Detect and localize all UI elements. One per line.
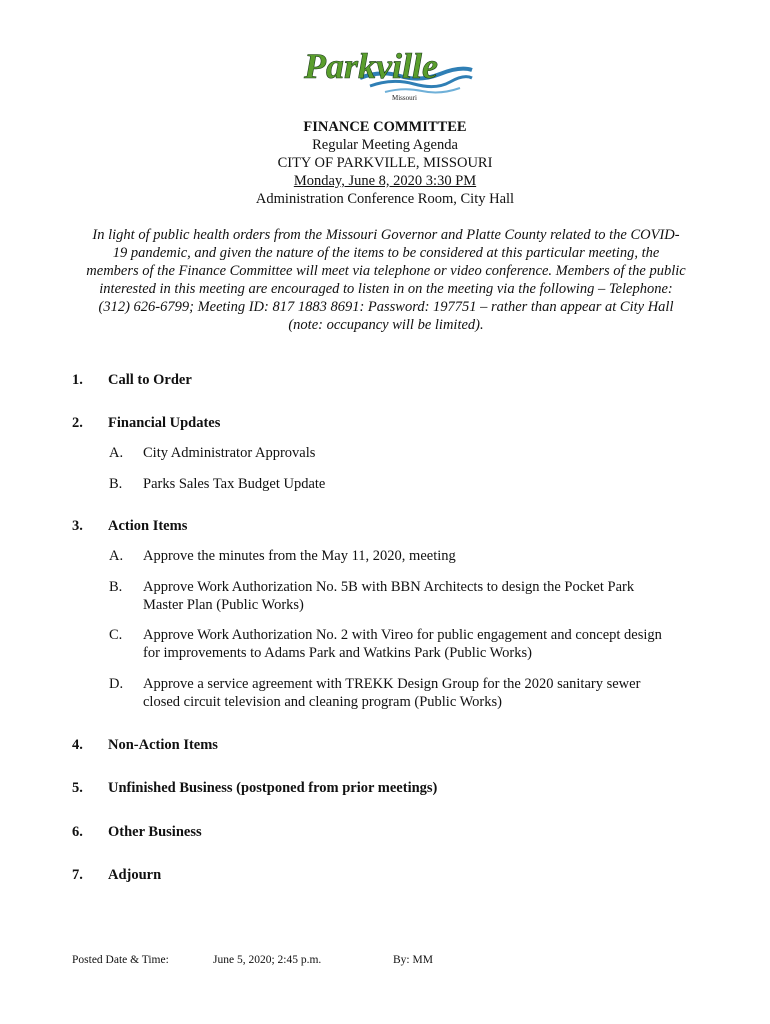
sub-item-text: Approve the minutes from the May 11, 2020, meeting — [143, 548, 456, 564]
sub-item-letter: D. — [109, 676, 124, 692]
item-label: Unfinished Business (postponed from prior meetings) — [108, 780, 438, 796]
sub-item-line: for improvements to Adams Park and Watkins Park (Public Works) — [143, 645, 532, 661]
notice-line: In light of public health orders from the Missouri Governor and Platte County related to the COVID- — [92, 227, 680, 243]
city-name: CITY OF PARKVILLE, MISSOURI — [277, 155, 493, 171]
sub-item-line: Approve Work Authorization No. 5B with BBN Architects to design the Pocket Park — [143, 579, 635, 595]
item-label: Action Items — [108, 518, 188, 534]
meeting-location: Administration Conference Room, City Hall — [255, 191, 515, 207]
agenda-subtitle: Regular Meeting Agenda — [312, 137, 458, 153]
notice-line: 19 pandemic, and given the nature of the items to be considered at this particular meeting, the — [112, 245, 660, 261]
item-label: Call to Order — [108, 372, 192, 388]
item-label: Non-Action Items — [108, 737, 218, 753]
sub-item-line: closed circuit television and cleaning program (Public Works) — [143, 694, 502, 710]
agenda-header — [0, 118, 770, 208]
sub-item-text — [143, 578, 703, 614]
item-number: 2. — [72, 415, 83, 431]
committee-title: FINANCE COMMITTEE — [303, 119, 467, 135]
agenda-item-financial-updates — [72, 414, 220, 432]
sub-item-text — [143, 675, 703, 711]
item-number: 3. — [72, 518, 83, 534]
covid-notice — [66, 226, 706, 334]
posted-by: By: MM — [393, 954, 433, 966]
agenda-item-unfinished-business — [72, 779, 437, 797]
sub-item-letter: A. — [109, 445, 124, 461]
agenda-item-call-to-order — [72, 371, 192, 389]
meeting-date: Monday, June 8, 2020 3:30 PM — [293, 173, 477, 189]
agenda-item-non-action-items — [72, 736, 218, 754]
item-number: 6. — [72, 824, 83, 840]
sub-item-line: Master Plan (Public Works) — [143, 597, 304, 613]
notice-line: interested in this meeting are encouraged to listen in on the meeting via the following – Telephone: — [99, 281, 673, 297]
notice-line: members of the Finance Committee will meet via telephone or video conference. Members of the public — [86, 263, 686, 279]
item-number: 7. — [72, 867, 83, 883]
sub-item-letter: B. — [109, 476, 123, 492]
item-number: 1. — [72, 372, 83, 388]
sub-item-text — [143, 626, 703, 662]
notice-line: (note: occupancy will be limited). — [288, 317, 484, 333]
item-number: 4. — [72, 737, 83, 753]
posted-label: Posted Date & Time: — [72, 954, 169, 966]
agenda-item-adjourn — [72, 866, 161, 884]
svg-text:Parkville: Parkville — [304, 46, 438, 86]
item-number: 5. — [72, 780, 83, 796]
sub-item-text: Parks Sales Tax Budget Update — [143, 476, 326, 492]
parkville-logo-graphic — [300, 40, 475, 105]
agenda-item-other-business — [72, 823, 202, 841]
sub-item-line: Approve a service agreement with TREKK Design Group for the 2020 sanitary sewer — [143, 676, 641, 692]
parkville-logo — [300, 40, 475, 105]
svg-text:Missouri: Missouri — [392, 94, 417, 102]
posted-value: June 5, 2020; 2:45 p.m. — [213, 954, 322, 966]
item-label: Other Business — [108, 824, 202, 840]
item-label: Financial Updates — [108, 415, 221, 431]
sub-item-letter: A. — [109, 548, 124, 564]
sub-item-text: City Administrator Approvals — [143, 445, 316, 461]
item-label: Adjourn — [108, 867, 162, 883]
notice-line: (312) 626-6799; Meeting ID: 817 1883 8691: Password: 197751 – rather than appear at City Hall — [98, 299, 674, 315]
agenda-item-action-items — [72, 517, 187, 535]
sub-item-letter: B. — [109, 579, 123, 595]
sub-item-letter: C. — [109, 627, 123, 643]
sub-item-line: Approve Work Authorization No. 2 with Vireo for public engagement and concept design — [143, 627, 662, 643]
